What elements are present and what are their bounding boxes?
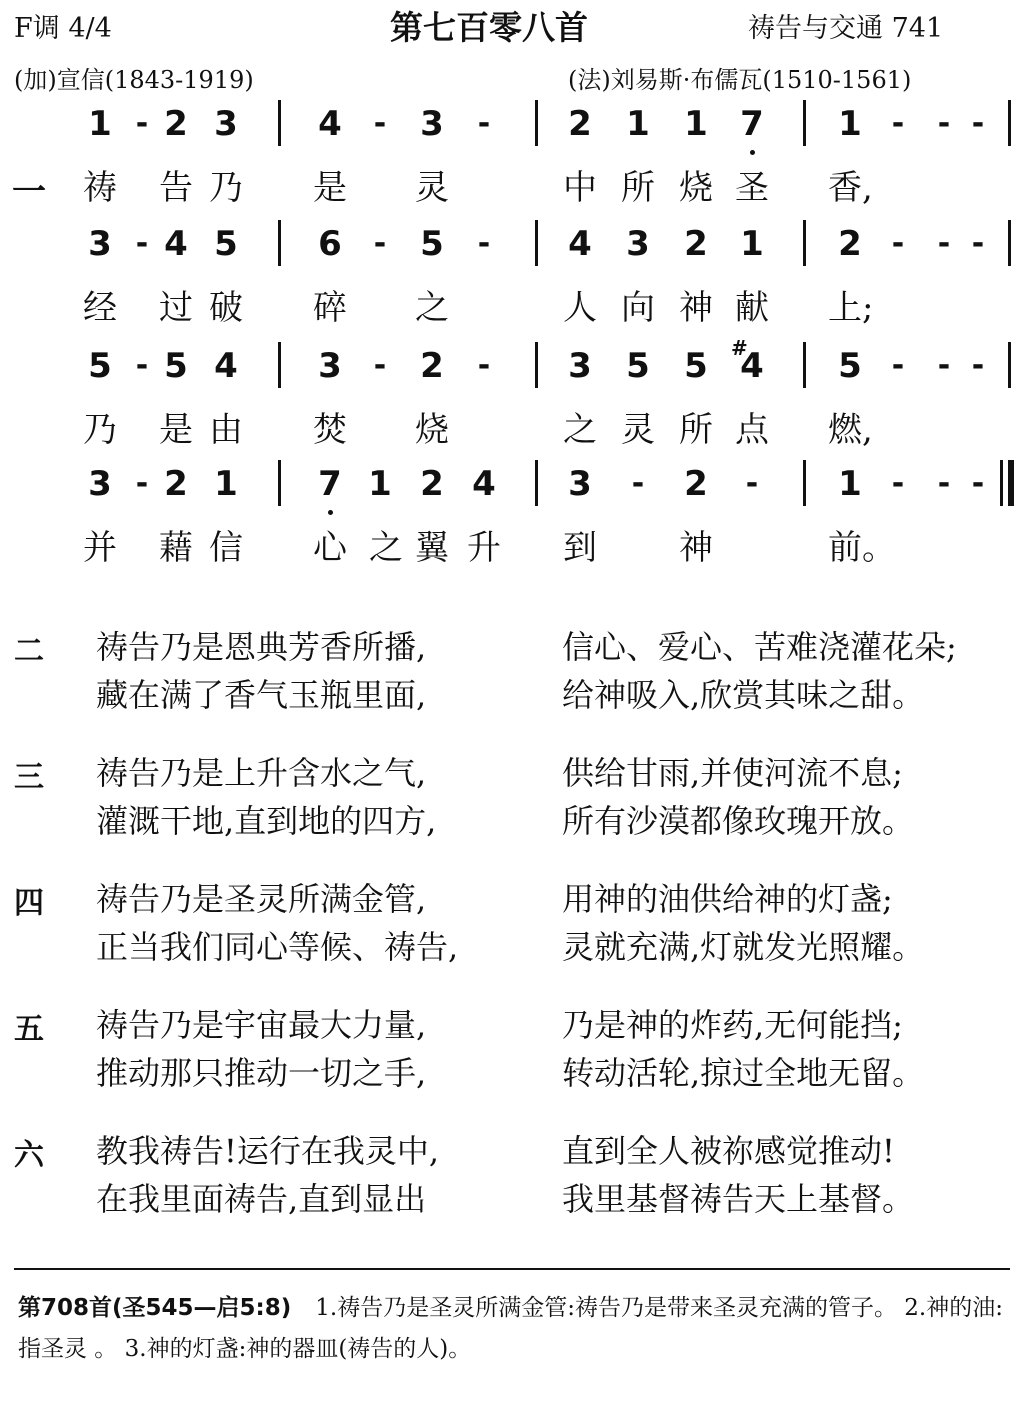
note: 1 (214, 464, 238, 504)
bar-line (535, 100, 538, 146)
verse-line: 藏在满了香气玉瓶里面, (96, 676, 427, 714)
note: 2 (838, 224, 862, 264)
lyric-char: 上; (828, 288, 874, 328)
verse-line: 所有沙漠都像玫瑰开放。 (562, 802, 915, 840)
note: 5 (684, 346, 708, 386)
note: 4 (214, 346, 238, 386)
bar-line (278, 220, 281, 266)
low-octave-dot (328, 510, 333, 515)
note: 5 (164, 346, 188, 386)
divider (14, 1268, 1010, 1270)
verse-number: 三 (14, 760, 44, 795)
note: 2 (164, 104, 188, 144)
verse-line: 正当我们同心等候、祷告, (96, 928, 459, 966)
lyric-char: 点 (735, 410, 769, 450)
note: 4 (740, 346, 764, 386)
verse-line: 灵就充满,灯就发光照耀。 (562, 928, 925, 966)
note: 2 (420, 464, 444, 504)
note: 3 (318, 346, 342, 386)
final-bar-line-thick (1008, 460, 1014, 506)
lyricist: (加)宣信(1843-1919) (14, 66, 254, 94)
hymn-title: 第七百零八首 (390, 8, 588, 47)
verse-line: 祷告乃是宇宙最大力量, (96, 1006, 427, 1044)
footnote-ref: 第708首(圣545—启5:8) (18, 1295, 292, 1321)
verse-number: 六 (14, 1138, 44, 1173)
lyric-char: 向 (621, 288, 655, 328)
note: 2 (684, 464, 708, 504)
bar-line (1008, 100, 1011, 146)
lyric-char: 灵 (415, 168, 449, 208)
note: 2 (568, 104, 592, 144)
lyric-char: 乃 (83, 410, 117, 450)
note: 1 (88, 104, 112, 144)
verse-line: 供给甘雨,并使河流不息; (562, 754, 903, 792)
note: 6 (318, 224, 342, 264)
lyric-char: 圣 (735, 168, 769, 208)
note: 2 (684, 224, 708, 264)
verse-line: 祷告乃是上升含水之气, (96, 754, 427, 792)
note: 4 (472, 464, 496, 504)
note: 3 (568, 464, 592, 504)
note: 7 (740, 104, 764, 144)
lyric-char: 碎 (313, 288, 347, 328)
lyric-char: 燃, (828, 410, 873, 450)
verse-line: 给神吸入,欣赏其味之甜。 (562, 676, 925, 714)
lyric-char: 所 (621, 168, 655, 208)
lyric-char: 乃 (209, 168, 243, 208)
bar-line (535, 460, 538, 506)
lyric-char: 烧 (679, 168, 713, 208)
bar-line (1008, 342, 1011, 388)
note-dash: - (891, 226, 905, 261)
lyric-char: 经 (83, 288, 117, 328)
note-dash: - (891, 348, 905, 383)
verse-line: 推动那只推动一切之手, (96, 1054, 427, 1092)
lyric-char: 告 (159, 168, 193, 208)
lyric-char: 中 (563, 168, 597, 208)
final-bar-line (1000, 460, 1003, 506)
note: 7 (318, 464, 342, 504)
verse-line: 在我里面祷告,直到显出 (96, 1180, 427, 1218)
bar-line (278, 460, 281, 506)
verse-line: 乃是神的炸药,无何能挡; (562, 1006, 903, 1044)
lyric-char: 祷 (83, 168, 117, 208)
bar-line (1008, 220, 1011, 266)
lyric-char: 之 (563, 410, 597, 450)
note-dash: - (373, 226, 387, 261)
note: 5 (420, 224, 444, 264)
verse-line: 教我祷告!运行在我灵中, (96, 1132, 440, 1170)
note: 3 (568, 346, 592, 386)
lyric-char: 神 (679, 288, 713, 328)
low-octave-dot (750, 150, 755, 155)
note: 5 (626, 346, 650, 386)
lyric-char: 到 (563, 528, 597, 568)
lyric-char: 并 (83, 528, 117, 568)
verse-line: 直到全人被祢感觉推动! (562, 1132, 895, 1170)
lyric-char: 之 (369, 528, 403, 568)
lyric-char: 信 (209, 528, 243, 568)
lyric-char: 献 (735, 288, 769, 328)
note-dash: - (135, 226, 149, 261)
bar-line (535, 220, 538, 266)
verse-number: 二 (14, 634, 44, 669)
verse-line: 灌溉干地,直到地的四方, (96, 802, 437, 840)
lyric-char: 心 (313, 528, 347, 568)
verse-line: 信心、爱心、苦难浇灌花朵; (562, 628, 957, 666)
note: 5 (88, 346, 112, 386)
note: 2 (420, 346, 444, 386)
key-signature: F调 4/4 (14, 13, 112, 44)
note-dash: - (937, 348, 951, 383)
verse-line: 祷告乃是恩典芳香所播, (96, 628, 427, 666)
note: 1 (838, 104, 862, 144)
verse-line: 我里基督祷告天上基督。 (562, 1180, 915, 1218)
lyric-char: 破 (209, 288, 243, 328)
note-dash: - (971, 466, 985, 501)
composer: (法)刘易斯·布儒瓦(1510-1561) (568, 66, 912, 94)
note: 1 (838, 464, 862, 504)
lyric-char: 之 (415, 288, 449, 328)
footnote (18, 1288, 1008, 1370)
note-dash: - (937, 466, 951, 501)
verse-line: 转动活轮,掠过全地无留。 (562, 1054, 925, 1092)
lyric-char: 由 (209, 410, 243, 450)
lyric-char: 前。 (828, 528, 896, 568)
note: 3 (88, 224, 112, 264)
verse-number: 五 (14, 1012, 44, 1047)
lyric-char: 升 (467, 528, 501, 568)
note-dash: - (373, 106, 387, 141)
note-dash: - (477, 348, 491, 383)
verse-number-1: 一 (12, 172, 46, 212)
note: 3 (626, 224, 650, 264)
note: 1 (740, 224, 764, 264)
note-dash: - (971, 226, 985, 261)
lyric-char: 所 (679, 410, 713, 450)
lyric-char: 香, (828, 168, 873, 208)
note-dash: - (971, 348, 985, 383)
lyric-char: 焚 (313, 410, 347, 450)
lyric-char: 藉 (159, 528, 193, 568)
bar-line (803, 460, 806, 506)
bar-line (803, 100, 806, 146)
lyric-char: 烧 (415, 410, 449, 450)
lyric-char: 过 (159, 288, 193, 328)
note: 3 (214, 104, 238, 144)
sharp-sign: # (731, 336, 748, 360)
verse-line: 祷告乃是圣灵所满金管, (96, 880, 427, 918)
hymn-category: 祷告与交通 741 (748, 13, 944, 44)
note-dash: - (373, 348, 387, 383)
note-dash: - (135, 466, 149, 501)
note-dash: - (891, 466, 905, 501)
bar-line (803, 220, 806, 266)
note: 1 (684, 104, 708, 144)
note-dash: - (937, 106, 951, 141)
bar-line (535, 342, 538, 388)
note: 5 (838, 346, 862, 386)
lyric-char: 神 (679, 528, 713, 568)
note: 2 (164, 464, 188, 504)
verse-line: 用神的油供给神的灯盏; (562, 880, 893, 918)
note: 4 (568, 224, 592, 264)
bar-line (803, 342, 806, 388)
note: 3 (88, 464, 112, 504)
note-dash: - (477, 226, 491, 261)
note-dash: - (937, 226, 951, 261)
note-dash: - (135, 348, 149, 383)
note: 1 (368, 464, 392, 504)
footnote-text: 1.祷告乃是圣灵所满金管:祷告乃是带来圣灵充满的管子。 2.神的油:指圣灵 。 3.神的灯盏:神的器皿(祷告的人)。 (18, 1295, 1003, 1362)
note-dash: - (891, 106, 905, 141)
lyric-char: 是 (159, 410, 193, 450)
note-dash: - (477, 106, 491, 141)
lyric-char: 是 (313, 168, 347, 208)
lyric-char: 灵 (621, 410, 655, 450)
note-dash: - (971, 106, 985, 141)
note: 4 (164, 224, 188, 264)
note: 3 (420, 104, 444, 144)
note: 1 (626, 104, 650, 144)
note-dash: - (631, 466, 645, 501)
lyric-char: 人 (563, 288, 597, 328)
bar-line (278, 342, 281, 388)
note: 4 (318, 104, 342, 144)
note: 5 (214, 224, 238, 264)
note-dash: - (745, 466, 759, 501)
bar-line (278, 100, 281, 146)
verse-number: 四 (14, 886, 44, 921)
note-dash: - (135, 106, 149, 141)
lyric-char: 翼 (415, 528, 449, 568)
